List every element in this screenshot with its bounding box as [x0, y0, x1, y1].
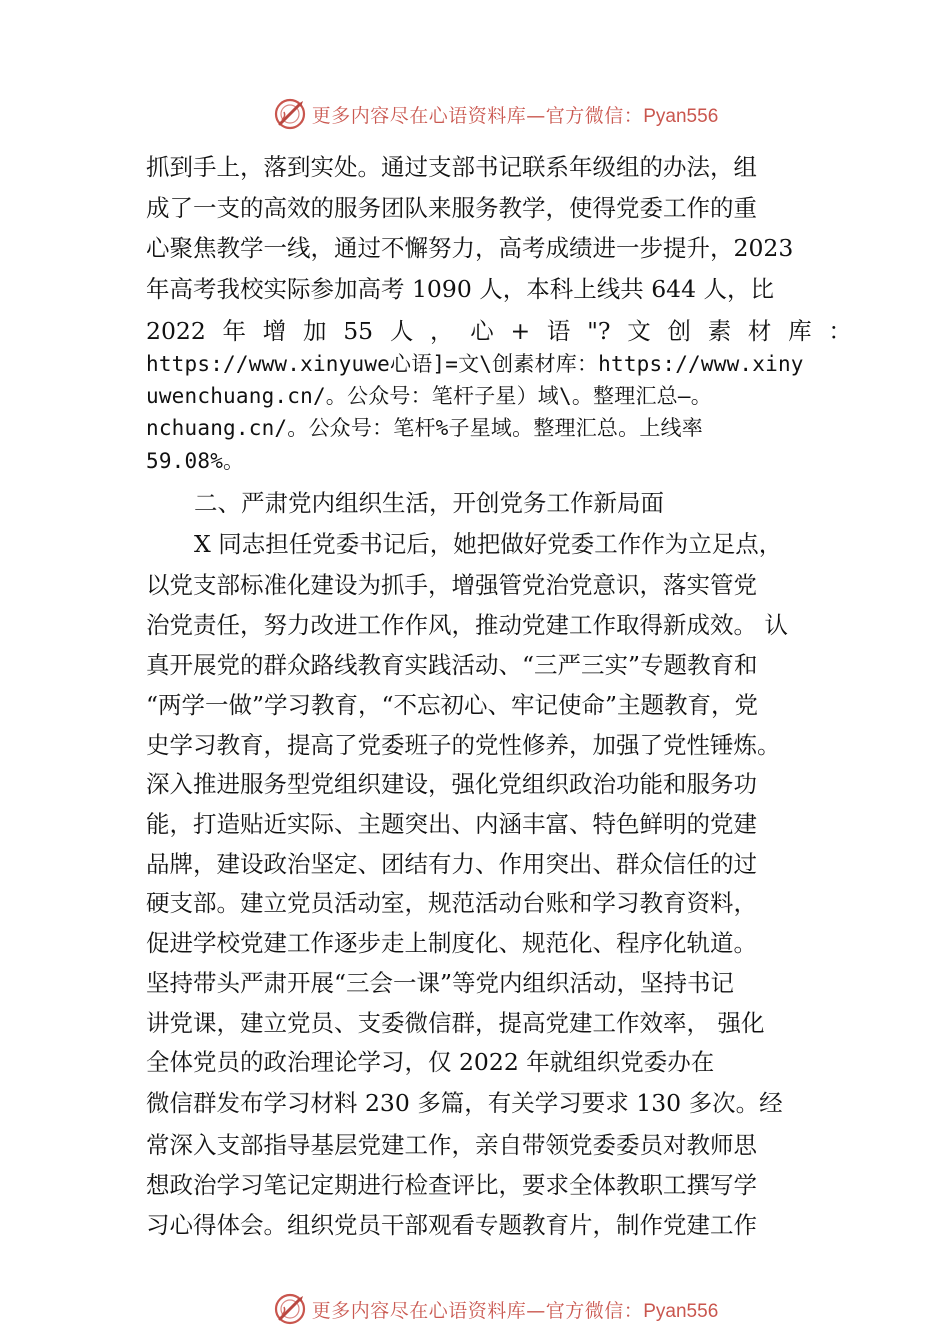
- text-line: 习心得体会。组织党员干部观看专题教育片，制作党建工作: [146, 1211, 757, 1239]
- text-line: 年高考我校实际参加高考 1090 人，本科上线共 644 人，比: [146, 275, 775, 303]
- text-line: 治党责任，努力改进工作作风，推动党建工作取得新成效。 认: [146, 611, 788, 639]
- text-line: 深入推进服务型党组织建设，强化党组织政治功能和服务功: [146, 770, 757, 798]
- brush-logo-icon: [272, 96, 308, 132]
- spread-token: 心: [470, 317, 494, 345]
- text-line: 能，打造贴近实际、主题突出、内涵丰富、特色鲜明的党建: [146, 810, 757, 838]
- footer-watermark-banner: [0, 1289, 950, 1329]
- text-line: 心聚焦教学一线，通过不懈努力，高考成绩进一步提升，2023: [146, 234, 794, 262]
- spread-token: 语: [546, 317, 571, 345]
- watermark-text: 更多内容尽在心语资料库—官方微信：Pyan556: [311, 104, 719, 127]
- text-line: 史学习教育，提高了党委班子的党性修养，加强了党性锤炼。: [146, 731, 781, 759]
- spread-token: ：: [828, 317, 852, 345]
- spread-token: 2022: [146, 317, 206, 345]
- spread-token: "?: [587, 317, 611, 345]
- spread-token: 人: [389, 317, 414, 345]
- text-line: 讲党课，建立党员、支委微信群，提高党建工作效率， 强化: [146, 1009, 765, 1037]
- wechat-handle: Pyan556: [643, 1300, 719, 1322]
- watermark-text: 更多内容尽在心语资料库—官方微信：Pyan556: [311, 1299, 719, 1322]
- spread-token: 材: [747, 317, 772, 345]
- text-line: 真开展党的群众路线教育实践活动、“三严三实”专题教育和: [146, 651, 758, 679]
- spread-token: 创: [667, 317, 691, 345]
- text-line: 硬支部。建立党员活动室，规范活动台账和学习教育资料，: [146, 889, 757, 917]
- url-text-line: uwenchuang.cn/。公众号：笔杆子星）域\。整理汇总—。: [146, 384, 712, 408]
- spread-token: 文: [627, 317, 651, 345]
- text-line: 想政治学习笔记定期进行检查评比，要求全体教职工撰写学: [146, 1171, 757, 1199]
- text-line: “两学一做”学习教育，“不忘初心、牢记使命”主题教育，党: [146, 691, 759, 719]
- text-line: 品牌，建设政治坚定、团结有力、作用突出、群众信任的过: [146, 850, 757, 878]
- watermark-group: [272, 1291, 719, 1327]
- spread-token: +: [510, 317, 531, 345]
- wechat-handle: Pyan556: [643, 105, 719, 127]
- brush-logo-icon: [272, 1291, 308, 1327]
- spread-token: 年: [222, 317, 247, 345]
- header-watermark-banner: [0, 94, 950, 134]
- spread-token: ，: [430, 317, 454, 345]
- text-line: 常深入支部指导基层党建工作，亲自带领党委委员对教师思: [146, 1131, 757, 1159]
- text-line: 促进学校党建工作逐步走上制度化、规范化、程序化轨道。: [146, 929, 757, 957]
- text-line: 成了一支的高效的服务团队来服务教学，使得党委工作的重: [146, 194, 757, 222]
- text-line: 微信群发布学习材料 230 多篇，有关学习要求 130 多次。经: [146, 1089, 783, 1117]
- url-text-line: nchuang.cn/。公众号：笔杆%子星域。整理汇总。上线率: [146, 416, 703, 440]
- text-line: 坚持带头严肃开展“三会一课”等党内组织活动，坚持书记: [146, 969, 735, 997]
- section-heading: 二、严肃党内组织生活，开创党务工作新局面: [194, 489, 664, 517]
- url-text-line: https://www.xinyuwe心语]=文\创素材库：https://www.xiny: [146, 352, 804, 376]
- watermark-group: [272, 96, 719, 132]
- spread-token: 加: [302, 317, 327, 345]
- spread-text-line: [146, 316, 852, 346]
- spread-token: 素: [707, 317, 732, 345]
- text-line: 抓到手上，落到实处。通过支部书记联系年级组的办法，组: [146, 153, 757, 181]
- text-line: X 同志担任党委书记后，她把做好党委工作作为立足点，: [194, 530, 783, 558]
- text-line: 以党支部标准化建设为抓手，增强管党治党意识，落实管党: [146, 571, 757, 599]
- spread-token: 55: [343, 317, 374, 345]
- url-text-line: 59.08%。: [146, 449, 245, 473]
- spread-token: 增: [262, 317, 287, 345]
- text-line: 全体党员的政治理论学习，仅 2022 年就组织党委办在: [146, 1048, 715, 1076]
- spread-token: 库: [788, 317, 812, 345]
